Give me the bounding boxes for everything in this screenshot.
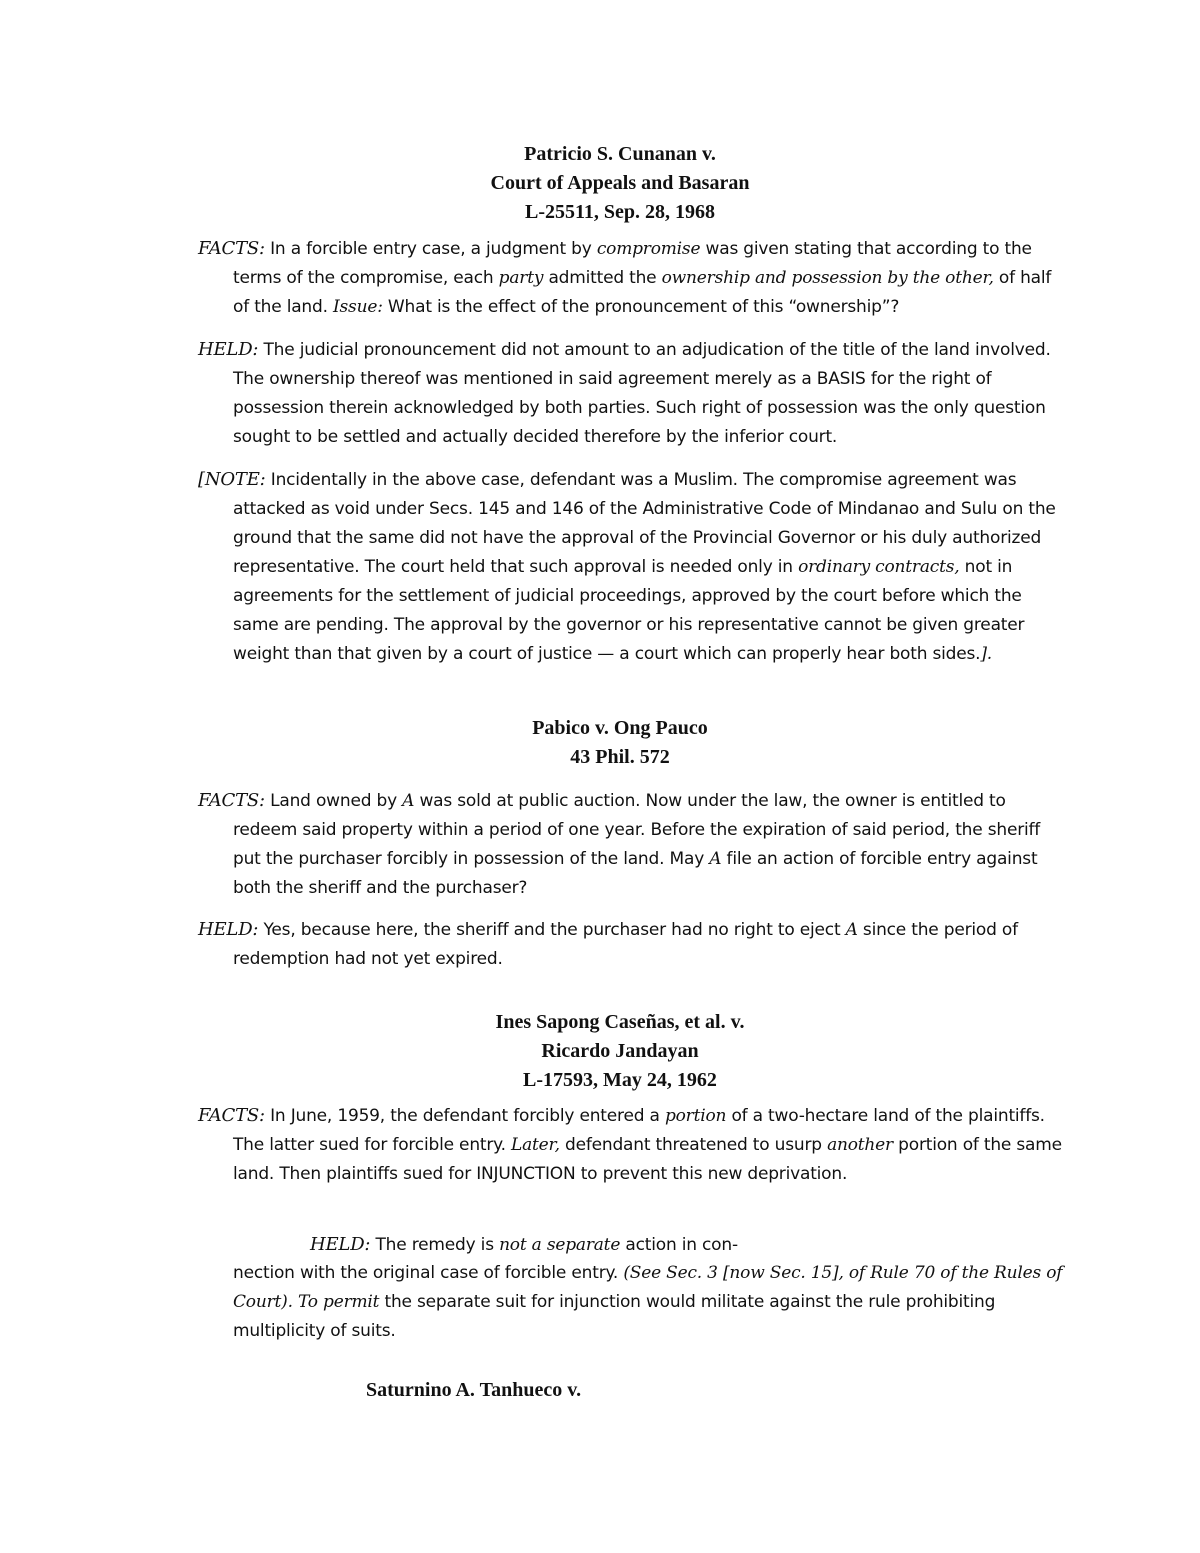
held-label: HELD: (198, 339, 259, 360)
text-run: not a separate (499, 1235, 621, 1255)
facts-label: FACTS: (198, 238, 265, 259)
case-title-line: Court of Appeals and Basaran (490, 172, 750, 194)
text-run: Yes, because here, the sheriff and the purchaser had no right to eject (258, 920, 846, 940)
text-run: of a two-hectare land of the plaintiffs. The latter sued for forcible entry. (233, 1106, 1045, 1155)
text-run: another (827, 1135, 893, 1155)
text-run: In a forcible entry case, a judgment by (264, 239, 597, 259)
text-run: What is the effect of the pronouncement of this “ownership”? (382, 297, 900, 317)
text-run: The judicial pronouncement did not amount to an adjudication of the title of the land involved. The ownership thereof was mentioned in said agreement merely as a BASIS for the right of possession therein acknowledged by both parties. Such right of possession was the only question sought to be settled and actually decided therefore by the inferior court. (233, 340, 1051, 447)
text-run: the separate suit for injunction would militate against the rule prohibiting multiplicity of suits. (233, 1292, 996, 1341)
held-continuation-casenas (198, 1259, 1068, 1346)
text-run: defendant threatened to usurp (559, 1135, 828, 1155)
facts-label: FACTS: (198, 1105, 265, 1126)
case-heading-casenas (0, 1008, 1200, 1095)
facts-label: FACTS: (198, 790, 265, 811)
text-run: of half of the land. (233, 268, 1052, 317)
held-paragraph-pabico (198, 915, 1068, 974)
case-heading-cunanan (0, 140, 1200, 227)
text-run: The remedy is (370, 1235, 500, 1255)
text-run: admitted the (543, 268, 662, 288)
text-run: ordinary contracts, (798, 557, 960, 577)
case-citation: L-17593, May 24, 1962 (523, 1069, 717, 1091)
case-citation: 43 Phil. 572 (570, 746, 670, 768)
text-run: (See Sec. 3 [now Sec. 15], of Rule 70 of the Rules of Court). To permit (233, 1263, 1063, 1312)
case-title-line: Pabico v. Ong Pauco (532, 717, 708, 739)
text-run: A (845, 920, 858, 940)
text-run: A (402, 791, 415, 811)
text-run: portion (664, 1106, 727, 1126)
text-run: party (498, 268, 544, 288)
facts-paragraph-cunanan (198, 234, 1068, 322)
text-run: compromise (596, 239, 701, 259)
held-paragraph-cunanan (198, 335, 1068, 452)
case-heading-pabico (0, 714, 1200, 772)
note-paragraph-cunanan (198, 465, 1068, 669)
case-citation: L-25511, Sep. 28, 1968 (524, 201, 716, 223)
case-title-line: Ines Sapong Caseñas, et al. v. (495, 1011, 745, 1033)
text-run: In June, 1959, the defendant forcibly entered a (264, 1106, 665, 1126)
note-label: [NOTE: (198, 469, 266, 490)
text-run: Later, (511, 1135, 560, 1155)
text-run: Incidentally in the above case, defendant was a Muslim. The compromise agreement was attacked as void under Secs. 145 and 146 of the Administrative Code of Mindanao and Sulu on the ground that the same did not have the approval of the Provincial Governor or his duly authorized representative. The court held that such approval is needed only in (233, 470, 1056, 577)
text-run: nection with the original case of forcible entry. (233, 1263, 624, 1283)
facts-paragraph-casenas (198, 1101, 1068, 1189)
text-run: was sold at public auction. Now under the law, the owner is entitled to redeem said property within a period of one year. Before the expiration of said period, the sheriff put the purchaser forcibly in possession of the land. May (233, 791, 1041, 869)
text-run: not in agreements for the settlement of judicial proceedings, approved by the court before which the same are pending. The approval by the governor or his representative cannot be given greater weight than that given by a court of justice — a court which can properly hear both sides. (233, 557, 1025, 664)
text-run: was given stating that according to the terms of the compromise, each (233, 239, 1032, 288)
text-run: action in con- (620, 1235, 738, 1255)
facts-paragraph-pabico (198, 786, 1068, 903)
text-run: file an action of forcible entry against both the sheriff and the purchaser? (233, 849, 1038, 898)
text-run: Issue: (333, 297, 383, 317)
held-line-casenas (310, 1230, 738, 1260)
held-label: HELD: (198, 919, 259, 940)
text-run: Land owned by (264, 791, 403, 811)
case-heading-tanhueco: Saturnino A. Tanhueco v. (366, 1379, 582, 1401)
text-run: portion of the same land. Then plaintiffs sued for INJUNCTION to prevent this new deprivation. (233, 1135, 1062, 1184)
text-run: ownership and possession by the other, (661, 268, 994, 288)
text-run: since the period of redemption had not yet expired. (233, 920, 1018, 969)
case-title-line: Patricio S. Cunanan v. (524, 143, 716, 165)
case-title-line: Ricardo Jandayan (541, 1040, 699, 1062)
text-run: ]. (980, 644, 993, 664)
held-label: HELD: (310, 1234, 371, 1255)
text-run: A (709, 849, 722, 869)
